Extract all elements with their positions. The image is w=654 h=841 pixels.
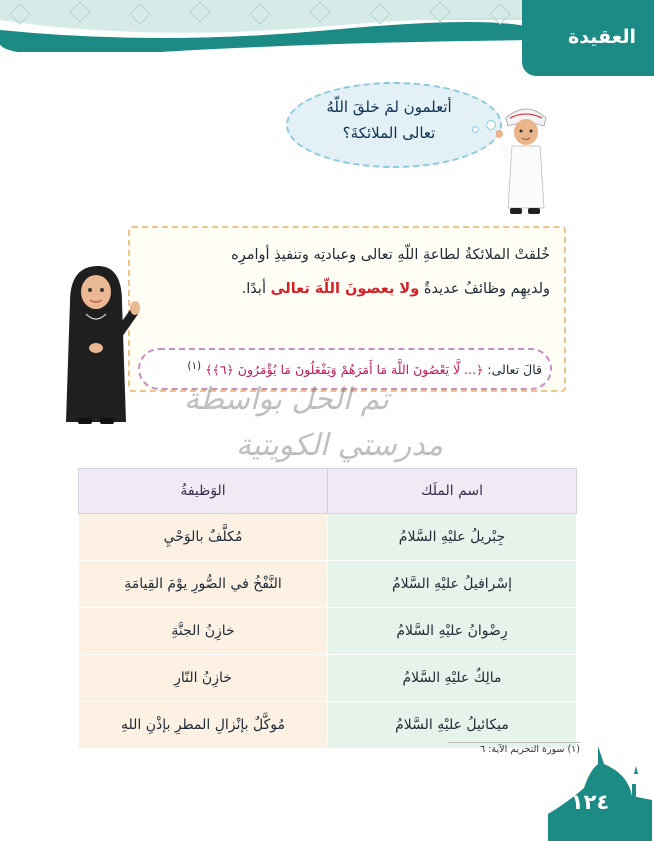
table-row — [79, 514, 577, 561]
quran-verse: ﴿... لَّا يَعْصُونَ اللَّهَ مَا أَمَرَهُمْ وَيَفْعَلُونَ مَا يُؤْمَرُونَ ﴿٦﴾﴾ — [205, 362, 484, 378]
girl-illustration — [60, 262, 140, 426]
bubble-line-2: تعالى الملائكةَ؟ — [342, 124, 436, 142]
angel-job-cell: مُكلَّفٌ بالوَحْيِ — [79, 514, 328, 561]
angel-name-cell: إسْرافيلُ عليْهِ السَّلامُ — [328, 561, 577, 608]
angel-name-cell: جِبْريلُ عليْهِ السَّلامُ — [328, 514, 577, 561]
info-line-2-start: ولديهِم وظائفُ عديدةٌ — [419, 281, 550, 297]
angel-name-cell: رِضْوانُ عليْهِ السَّلامُ — [328, 608, 577, 655]
info-line-2-highlight: ولا يعصونَ اللّهَ تعالى — [270, 281, 420, 297]
verse-footnote-ref: (١) — [187, 360, 202, 372]
watermark-line-1: تم الحل بواسطة — [184, 382, 389, 417]
table-row — [79, 655, 577, 702]
angel-job-cell: مُوكَّلٌ بإنْزالِ المطرِ بإذْنِ اللهِ — [79, 702, 328, 749]
table-header-row — [79, 469, 577, 514]
angel-job-cell: النَّفْخُ في الصُّورِ يوْمَ القِيامَةِ — [79, 561, 328, 608]
header-angel-job: الوَظيفةُ — [79, 469, 328, 514]
verse-intro: قالَ تعالى: — [483, 362, 542, 378]
angel-job-cell: خازِنُ النّارِ — [79, 655, 328, 702]
page-number: ١٢٤ — [570, 790, 610, 814]
footnote: (١) سورة التحريم الآية: ٦ — [480, 744, 580, 755]
angel-job-cell: خازِنُ الجنَّةِ — [79, 608, 328, 655]
bubble-text — [296, 94, 482, 146]
info-line-2 — [140, 272, 550, 306]
angels-table — [78, 468, 577, 749]
angel-name-cell: مالِكٌ عليْهِ السَّلامُ — [328, 655, 577, 702]
table-row — [79, 561, 577, 608]
info-line-2-end: أبدًا. — [241, 281, 271, 297]
bubble-line-1: أتعلمون لمَ خلقَ اللّهُ — [326, 98, 452, 116]
section-title: العقيدة — [568, 26, 636, 48]
boy-illustration — [496, 96, 556, 218]
table-row — [79, 608, 577, 655]
verse-line — [150, 360, 542, 377]
info-text — [140, 238, 550, 306]
watermark-line-2: مدرستي الكويتية — [236, 428, 444, 463]
section-tab — [522, 0, 654, 76]
bubble-dot — [486, 120, 496, 130]
angel-name-cell: ميكائيلُ عليْهِ السَّلامُ — [328, 702, 577, 749]
footnote-divider — [448, 742, 580, 743]
info-line-1: خُلقتْ الملائكةُ لطاعةِ اللّهِ تعالى وعبادتِه وتنفيذِ أوامرِه — [231, 247, 550, 263]
header-angel-name: اسم الملَك — [328, 469, 577, 514]
